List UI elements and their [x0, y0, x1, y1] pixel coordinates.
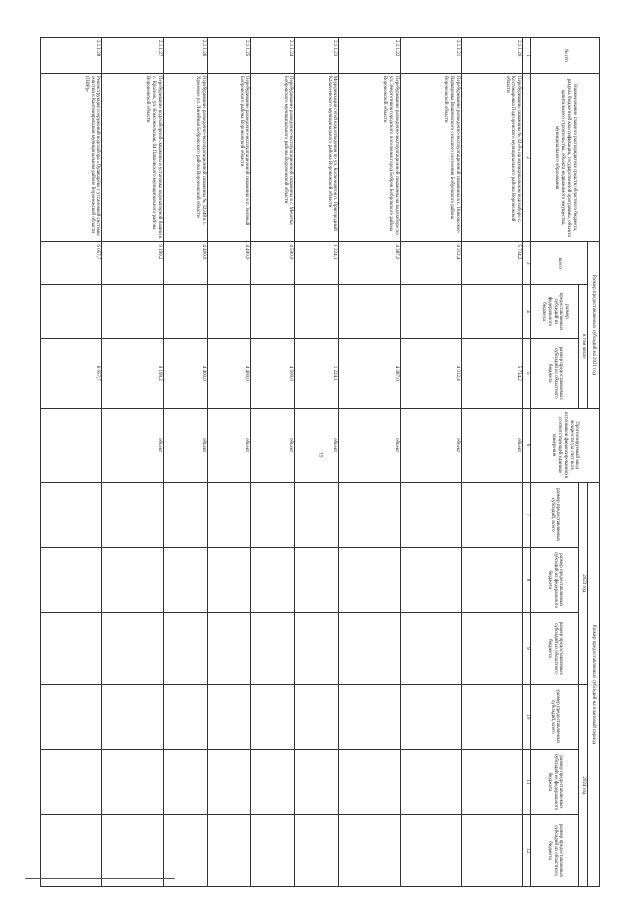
row-planning-cell [251, 684, 295, 749]
column-number: 4 [523, 285, 531, 339]
row-planning-cell [400, 749, 461, 814]
header-2024-regional: размер предоставляемых субсидий из областного бюджета [531, 815, 579, 887]
header-name: Наименование главного распорядителя средств областного бюджета, раздела бюджетной классификации, государственной программы, объекта капитального строительства, объекта недвижимого имущества, муниципального образования [531, 73, 600, 241]
row-planning-cell [339, 684, 400, 749]
row-planning-cell [41, 815, 102, 887]
row-federal [339, 285, 400, 339]
table-row [461, 38, 522, 887]
row-name: Перебуривание разведочно-эксплуатационной скважины в с. Мечетка Бобровского муниципального района Воронежской области [251, 73, 295, 241]
row-planning-cell [400, 547, 461, 612]
row-planning-cell [163, 482, 207, 547]
subsidy-table-rotated [40, 37, 600, 887]
row-result: объект [295, 408, 339, 482]
row-planning-cell [102, 482, 163, 547]
row-planning-cell [41, 612, 102, 684]
row-name: Перебуривание разведочно-эксплуатационной скважины в п. Зеленый Бобровского района Воронежской области [207, 73, 251, 241]
table-row [41, 38, 102, 887]
row-planning-cell [339, 612, 400, 684]
row-planning-cell [251, 547, 295, 612]
row-planning-cell [339, 482, 400, 547]
header-planning: Размер предоставляемых субсидий на плановый период [588, 482, 600, 886]
row-result: объект [207, 408, 251, 482]
row-planning-cell [207, 815, 251, 887]
header-2023-total: размер предоставляемых субсидий, всего [531, 482, 579, 547]
row-planning-cell [102, 547, 163, 612]
row-planning-cell [251, 482, 295, 547]
row-name: Перебуривание разведочно-эксплуатационной скважины в с. Никольское-Варваровка Вишневского сельского поселения Бобровского района Воронежской области [400, 73, 461, 241]
column-number: 9 [523, 612, 531, 684]
row-number: 2.1.1.24 [251, 38, 295, 74]
row-regional: 9 199,2 [102, 338, 163, 408]
row-planning-cell [461, 612, 522, 684]
row-planning-cell [461, 547, 522, 612]
row-planning-cell [339, 815, 400, 887]
row-total: 4 400,0 [163, 242, 207, 285]
row-planning-cell [207, 547, 251, 612]
row-planning-cell [41, 684, 102, 749]
row-planning-cell [295, 482, 339, 547]
row-federal [163, 285, 207, 339]
table-row [207, 38, 251, 887]
row-result: объект [163, 408, 207, 482]
row-planning-cell [339, 547, 400, 612]
row-total: 6 057,7 [41, 242, 102, 285]
row-planning-cell [207, 482, 251, 547]
column-number: 8 [523, 547, 531, 612]
row-planning-cell [339, 749, 400, 814]
row-name: Перебуривание скважины № 32«б» на муниципальном водозаборе с. Костомаровка Подгоренского муниципального района Воронежской области [461, 73, 522, 241]
row-total: 4 387,0 [339, 242, 400, 285]
footer-divider [25, 878, 175, 879]
row-planning-cell [295, 815, 339, 887]
row-planning-cell [295, 547, 339, 612]
row-planning-cell [400, 612, 461, 684]
header-result: Прогнозируемый ввод мощности (за счет всех источников финансирования) в соответствующей единице измерения [531, 408, 600, 482]
row-result: объект [251, 408, 295, 482]
row-regional: 4 312,4 [400, 338, 461, 408]
row-result: объект [102, 408, 163, 482]
table-row [163, 38, 207, 887]
row-planning-cell [207, 749, 251, 814]
column-number: 11 [523, 749, 531, 814]
table-row [102, 38, 163, 887]
row-name: Перебуривание разведочно-эксплуатационной скважины № 32248 в с. Хреновое ул. Линейная Бобровского района Воронежской области [163, 73, 207, 241]
row-planning-cell [251, 815, 295, 887]
row-planning-cell [163, 612, 207, 684]
column-number: 5 [523, 338, 531, 408]
header-2024-total: размер предоставляемых субсидий, всего [531, 684, 579, 749]
header-2024-federal: размер предоставляемых субсидий из федерального бюджета [531, 749, 579, 814]
row-planning-cell [461, 815, 522, 887]
row-federal [207, 285, 251, 339]
row-total: 4 400,0 [207, 242, 251, 285]
row-regional: 4 500,0 [251, 338, 295, 408]
row-planning-cell [295, 749, 339, 814]
row-total: 5 734,2 [461, 242, 522, 285]
row-planning-cell [163, 749, 207, 814]
column-number-row [523, 38, 531, 887]
table-row [339, 38, 400, 887]
row-number: 2.1.1.22 [339, 38, 400, 74]
column-number: 6 [523, 408, 531, 482]
table-row [251, 38, 295, 887]
column-number: 2 [523, 73, 531, 241]
row-total: 4 500,0 [251, 242, 295, 285]
header-2023: 2023 год [579, 482, 588, 684]
row-planning-cell [163, 684, 207, 749]
header-2024: 2024 год [579, 684, 588, 886]
page-number: 15 [317, 452, 323, 458]
table-row [400, 38, 461, 887]
row-planning-cell [102, 612, 163, 684]
row-federal [400, 285, 461, 339]
row-total: 9 199,2 [102, 242, 163, 285]
column-number: 10 [523, 684, 531, 749]
row-result: объект [461, 408, 522, 482]
row-planning-cell [461, 684, 522, 749]
row-planning-cell [41, 482, 102, 547]
header-2023-regional: размер предоставляемых субсидий из областного бюджета [531, 612, 579, 684]
row-planning-cell [251, 612, 295, 684]
row-regional: 4 387,0 [339, 338, 400, 408]
row-planning-cell [400, 482, 461, 547]
row-planning-cell [41, 749, 102, 814]
row-number: 2.1.1.23 [295, 38, 339, 74]
row-number: 2.1.1.20 [461, 38, 522, 74]
row-regional: 5 734,2 [461, 338, 522, 408]
header-federal: размер предоставляемых субсидий из федерального бюджета [531, 285, 579, 339]
row-planning-cell [251, 749, 295, 814]
row-planning-cell [207, 612, 251, 684]
row-number: 2.1.1.26 [163, 38, 207, 74]
header-total: всего [531, 242, 588, 285]
row-planning-cell [163, 547, 207, 612]
row-name: Перебуривание разведочно-эксплуатационной скважины на водозаборе по ул. Энергетиков городского поселения город Бобров Бобровского района Воронежской области [339, 73, 400, 241]
header-num: № п/п [531, 38, 600, 74]
table-row [295, 38, 339, 887]
column-number: 7 [523, 482, 531, 547]
row-federal [461, 285, 522, 339]
row-planning-cell [102, 684, 163, 749]
row-planning-cell [41, 547, 102, 612]
header-2021: Размер предоставляемых субсидий на 2021 год [588, 242, 600, 408]
row-result: объект [400, 408, 461, 482]
column-number: 1 [523, 38, 531, 74]
row-result [41, 408, 102, 482]
row-number: 2.1.1.28 [41, 38, 102, 74]
row-planning-cell [400, 815, 461, 887]
table-body [41, 38, 523, 887]
header-of-which: в том числе [579, 285, 588, 409]
row-regional: 1 224,1 [295, 338, 339, 408]
row-planning-cell [102, 815, 163, 887]
row-planning-cell [400, 684, 461, 749]
row-planning-cell [461, 749, 522, 814]
row-planning-cell [163, 815, 207, 887]
row-result: объект [339, 408, 400, 482]
row-federal [41, 285, 102, 339]
row-total: 1 224,1 [295, 242, 339, 285]
row-number: 2.1.1.27 [102, 38, 163, 74]
header-2023-federal: размер предоставляемых субсидий из федерального бюджета [531, 547, 579, 612]
row-planning-cell [461, 482, 522, 547]
row-number: 2.1.1.21 [400, 38, 461, 74]
header-regional: размер предоставляемых субсидий из областного бюджета [531, 338, 579, 408]
row-regional: 4 400,0 [163, 338, 207, 408]
row-number: 2.1.1.25 [207, 38, 251, 74]
row-federal [295, 285, 339, 339]
row-planning-cell [295, 612, 339, 684]
row-regional: 6 057,7 [41, 338, 102, 408]
row-name: Модернизация сетей водоотведения по ул. Космонавтов п. Пригородный Калачеевского муниципального района Воронежской области [295, 73, 339, 241]
row-federal [102, 285, 163, 339]
row-total: 4 312,4 [400, 242, 461, 285]
row-planning-cell [207, 684, 251, 749]
subsidy-table [40, 37, 600, 887]
row-regional: 4 400,0 [207, 338, 251, 408]
row-planning-cell [295, 684, 339, 749]
row-planning-cell [102, 749, 163, 814]
column-number: 12 [523, 815, 531, 887]
row-name: Реконструкция сооружений водозабора «Пушкарёво с установкой системы очистки в Кантемировском муниципальном районе Воронежской области (ПИР)» [41, 73, 102, 241]
row-name: Перебуривание водозаборной скважины и установка водонапорной башни в с. Краснов, ул. Комсомольская, 64 Павловского муниципального района Воронежской области [102, 73, 163, 241]
row-federal [251, 285, 295, 339]
column-number: 3 [523, 242, 531, 285]
